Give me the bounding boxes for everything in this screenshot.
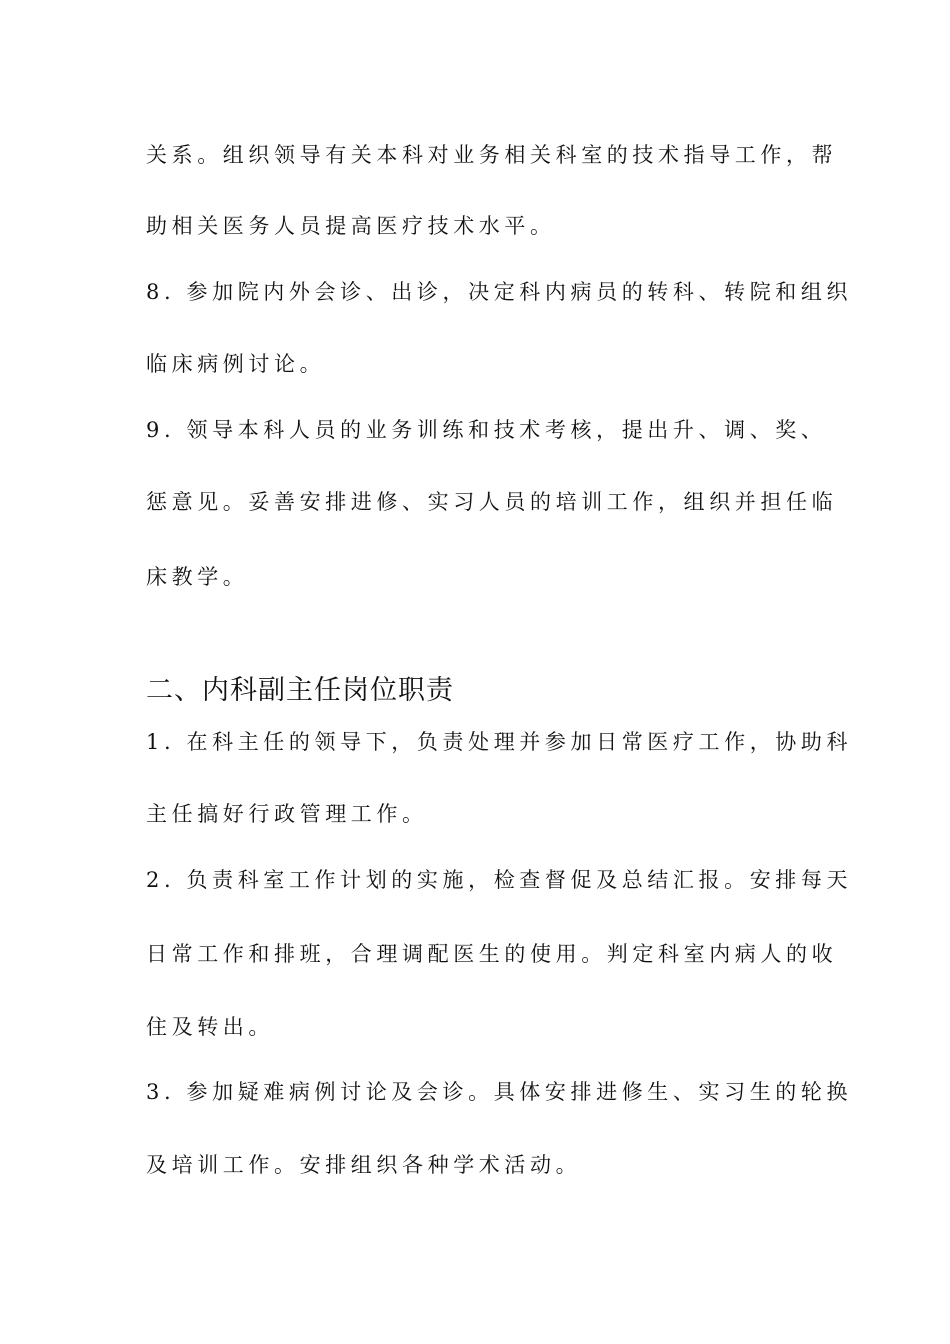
list-item-3-line: 及培训工作。安排组织各种学术活动。 [146,1153,582,1177]
list-item-9-line: 惩意见。妥善安排进修、实习人员的培训工作，组织并担任临 [146,490,838,514]
paragraph-line: 助相关医务人员提高医疗技术水平。 [146,214,556,238]
list-item-9-line: 9. 领导本科人员的业务训练和技术考核，提出升、调、奖、 [146,418,827,442]
list-item-2-line: 日常工作和排班，合理调配医生的使用。判定科室内病人的收 [146,942,838,966]
list-item-2-line: 2. 负责科室工作计划的实施，检查督促及总结汇报。安排每天 [146,868,853,892]
list-item-8-line: 8. 参加院内外会诊、出诊，决定科内病员的转科、转院和组织 [146,280,853,304]
list-item-1-line: 主任搞好行政管理工作。 [146,802,428,826]
section-heading: 二、内科副主任岗位职责 [146,675,454,706]
paragraph-line: 关系。组织领导有关本科对业务相关科室的技术指导工作，帮 [146,143,838,167]
list-item-8-line: 临床病例讨论。 [146,352,326,376]
list-item-2-line: 住及转出。 [146,1015,274,1039]
list-item-1-line: 1. 在科主任的领导下，负责处理并参加日常医疗工作，协助科 [146,730,853,754]
list-item-3-line: 3. 参加疑难病例讨论及会诊。具体安排进修生、实习生的轮换 [146,1080,853,1104]
list-item-9-line: 床教学。 [146,565,249,589]
